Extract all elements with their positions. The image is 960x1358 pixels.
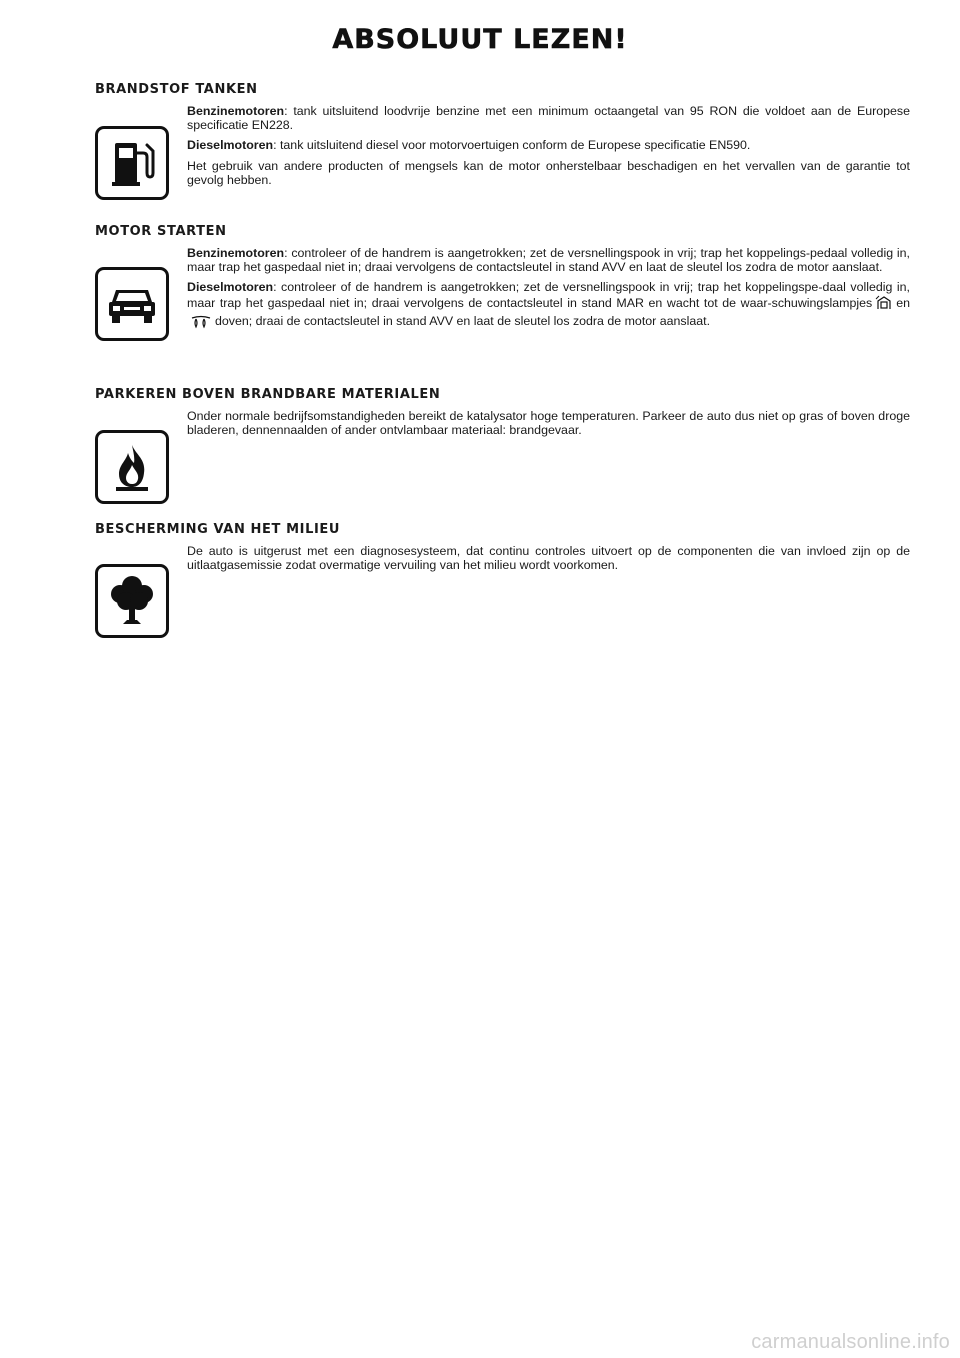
paragraph-term: Benzinemotoren (187, 246, 285, 260)
section-text (187, 544, 910, 572)
paragraph-text: De auto is uitgerust met een diagnosesysteem, dat continu controles uitvoert op de componenten die van invloed zijn op de uitlaatgasemissie zodat overmatige vervuiling van het milieu wordt voorkomen. (187, 544, 910, 573)
paragraph-text: doven; draai de contactsleutel in stand AVV en laat de sleutel los zodra de motor aanslaat. (215, 313, 711, 328)
glow-plug-icon (190, 315, 212, 332)
page-title: ABSOLUUT LEZEN! (332, 24, 628, 55)
paragraph-text: en (896, 295, 910, 310)
paragraph (187, 544, 910, 572)
fuel-pump-icon (95, 126, 169, 200)
paragraph-term: Dieselmotoren (187, 280, 274, 295)
section-heading: PARKEREN BOVEN BRANDBARE MATERIALEN (95, 387, 441, 402)
tree-icon (95, 564, 169, 638)
section-heading: BESCHERMING VAN HET MILIEU (95, 522, 341, 537)
section-parking (95, 387, 910, 443)
paragraph-text: Onder normale bedrijfsomstandigheden bereikt de katalysator hoge temperaturen. Parkeer de auto dus niet op gras of boven droge bladeren, dennennaalden of ander ontvlambaar materiaal: brandgevaar. (187, 409, 910, 438)
paragraph (187, 159, 910, 187)
paragraph (187, 246, 910, 274)
paragraph (187, 104, 910, 132)
paragraph (187, 138, 910, 152)
immobilizer-warning-icon (875, 295, 893, 314)
section-text (187, 409, 910, 437)
car-front-icon (95, 267, 169, 341)
paragraph (187, 409, 910, 437)
paragraph-text: : controleer of de handrem is aangetrokken; zet de versnellingspook in vrij; trap het koppelings-pedaal volledig in, maar trap het gaspedaal niet in; draai vervolgens de contactsleutel in stand AVV en laat de sleutel los zodra de motor aanslaat. (187, 246, 910, 275)
section-heading: BRANDSTOF TANKEN (95, 82, 258, 97)
section-fuel (95, 82, 910, 193)
section-text (187, 104, 910, 187)
paragraph-text: : tank uitsluitend loodvrije benzine met een minimum octaangetal van 95 RON die voldoet aan de Europese specificatie EN228. (187, 104, 910, 133)
watermark: carmanualsonline.info (751, 1331, 950, 1353)
section-environment (95, 522, 910, 578)
section-text (187, 246, 910, 332)
paragraph-text: : controleer of de handrem is aangetrokken; zet de versnellingspook in vrij; trap het koppelingspe-daal volledig in, maar trap het gaspedaal niet in; draai vervolgens de contactsleutel in stand MAR en wacht tot de waar-schuwingslampjes (187, 280, 910, 310)
paragraph-term: Benzinemotoren (187, 104, 285, 118)
section-heading: MOTOR STARTEN (95, 224, 227, 239)
paragraph (187, 280, 910, 332)
section-start-engine (95, 224, 910, 338)
paragraph-term: Dieselmotoren (187, 138, 274, 153)
paragraph-text: Het gebruik van andere producten of mengsels kan de motor onherstelbaar beschadigen en het vervallen van de garantie tot gevolg hebben. (187, 158, 910, 187)
paragraph-text: : tank uitsluitend diesel voor motorvoertuigen conform de Europese specificatie EN590. (273, 138, 751, 153)
flame-icon (95, 430, 169, 504)
